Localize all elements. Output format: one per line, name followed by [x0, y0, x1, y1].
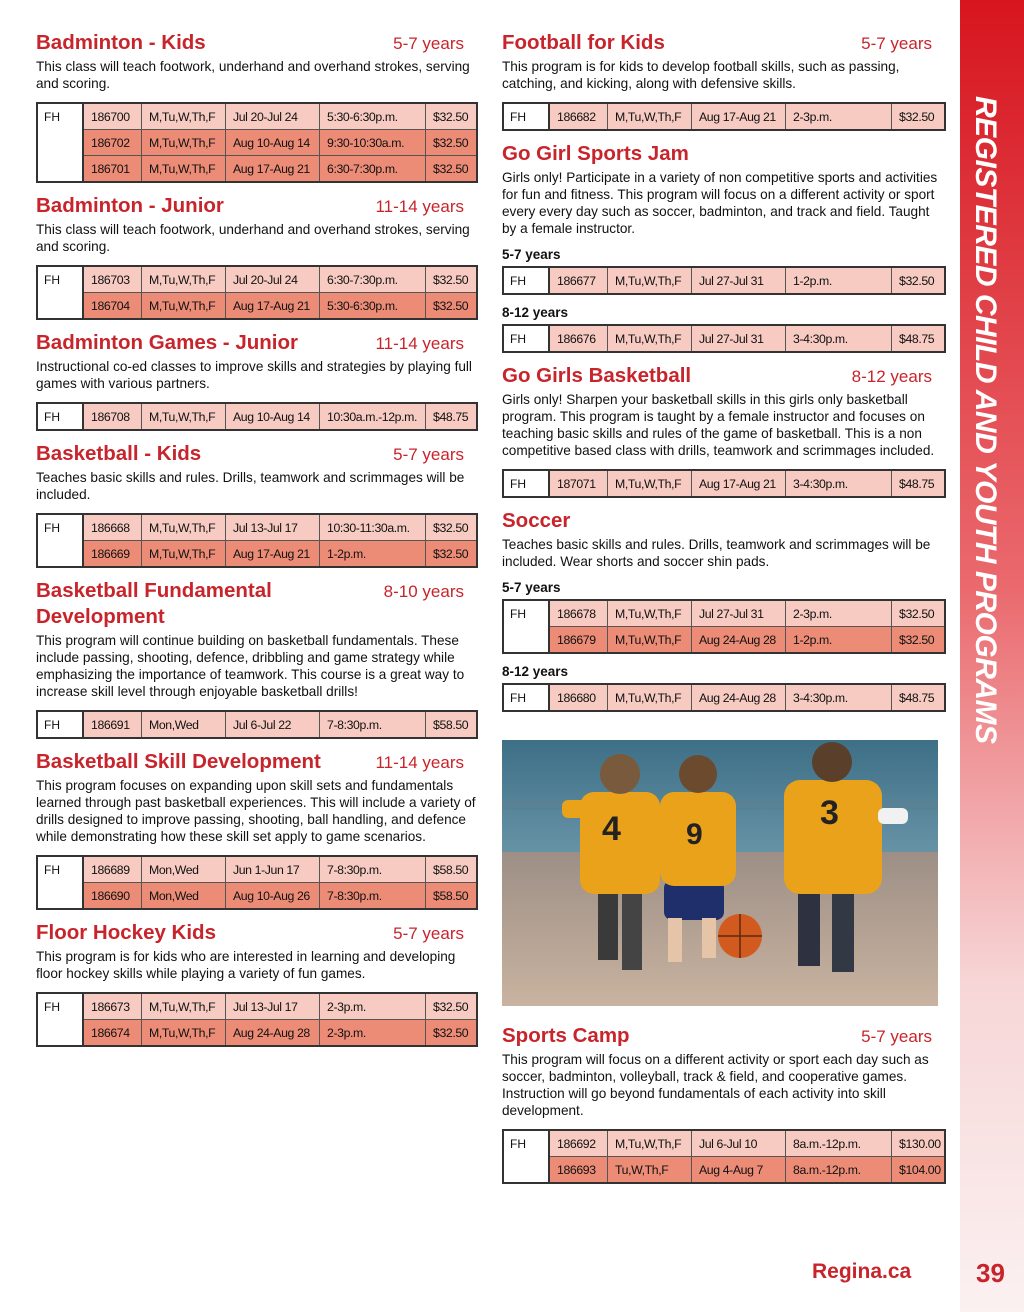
fee: $32.50 [899, 273, 935, 288]
schedule-table [36, 710, 478, 739]
days: Mon,Wed [142, 712, 226, 737]
course-code: 186669 [84, 541, 142, 566]
program-title: Basketball - Kids [36, 442, 202, 465]
schedule-row [84, 712, 476, 737]
schedule-table [502, 1129, 946, 1184]
age-group-label: 5-7 years [502, 580, 561, 595]
program-section [502, 508, 946, 712]
schedule-table [502, 266, 946, 295]
program-description: This program is for kids who are interested in learning and developing floor hockey skills while playing a variety of fun games. [36, 949, 456, 981]
schedule-table [36, 992, 478, 1047]
fee: $32.50 [433, 161, 469, 176]
dates: Aug 17-Aug 21 [692, 471, 786, 496]
schedule-row [550, 326, 944, 351]
days: M,Tu,W,Th,F [608, 627, 692, 652]
location-cell: FH [38, 104, 84, 181]
program-section [502, 363, 946, 498]
dates: Jul 6-Jul 10 [692, 1131, 786, 1156]
time: 6:30-7:30p.m. [320, 267, 426, 292]
program-description: This program focuses on expanding upon skill sets and fundamentals learned through past basketball experiences. This will include a variety of drills designed to improve passing, shooting, ball handling, and defence while demonstrating how these skill set apply to game scenarios. [36, 778, 476, 844]
dates: Jul 27-Jul 31 [692, 601, 786, 626]
schedule-row [550, 268, 944, 293]
program-description: Instructional co-ed classes to improve skills and strategies by playing full games with various partners. [36, 359, 472, 391]
schedule-table [36, 265, 478, 320]
program-age: 8-12 years [851, 367, 932, 386]
schedule-rows [84, 712, 476, 737]
fee: $32.50 [433, 109, 469, 124]
program-title: Badminton - Junior [36, 194, 224, 217]
location-cell: FH [504, 471, 550, 496]
program-section [502, 30, 946, 131]
location-cell: FH [38, 857, 84, 908]
kids-basketball-photo [502, 740, 938, 1006]
time: 3-4:30p.m. [786, 326, 892, 351]
course-code: 186679 [550, 627, 608, 652]
right-bottom-sections [502, 1023, 946, 1184]
program-section [36, 441, 478, 568]
dates: Aug 10-Aug 14 [226, 404, 320, 429]
fee: $32.50 [433, 1025, 469, 1040]
schedule-row [84, 540, 476, 566]
days: M,Tu,W,Th,F [142, 541, 226, 566]
dates: Jul 20-Jul 24 [226, 267, 320, 292]
fee: $58.50 [433, 717, 469, 732]
dates: Aug 24-Aug 28 [226, 1020, 320, 1045]
days: M,Tu,W,Th,F [142, 267, 226, 292]
program-section [502, 141, 946, 353]
course-code: 186668 [84, 515, 142, 540]
dates: Aug 17-Aug 21 [692, 104, 786, 129]
schedule-row [550, 471, 944, 496]
fee: $58.50 [433, 862, 469, 877]
program-header [502, 30, 946, 56]
schedule-row [550, 626, 944, 652]
schedule-row [84, 857, 476, 882]
program-age: 5-7 years [861, 1027, 932, 1046]
location-cell: FH [504, 268, 550, 293]
program-section [36, 193, 478, 320]
fee: $48.75 [899, 690, 935, 705]
program-description: This program will focus on a different activity or sport each day such as soccer, badminton, volleyball, track & field, and cooperative games. Instruction will go beyond fundamentals of each activity into skill development. [502, 1052, 929, 1118]
program-age: 8-10 years [383, 582, 464, 601]
program-title: Basketball Skill Development [36, 750, 321, 773]
schedule-row [550, 1131, 944, 1156]
dates: Jul 13-Jul 17 [226, 994, 320, 1019]
days: Mon,Wed [142, 857, 226, 882]
course-code: 187071 [550, 471, 608, 496]
program-section [36, 330, 478, 431]
sidebar-title: REGISTERED CHILD AND YOUTH PROGRAMS [969, 96, 1002, 744]
schedule-row [84, 1019, 476, 1045]
location-cell: FH [504, 326, 550, 351]
course-code: 186703 [84, 267, 142, 292]
time: 7-8:30p.m. [320, 857, 426, 882]
course-code: 186700 [84, 104, 142, 129]
course-code: 186673 [84, 994, 142, 1019]
time: 1-2p.m. [786, 627, 892, 652]
dates: Aug 17-Aug 21 [226, 541, 320, 566]
days: M,Tu,W,Th,F [142, 130, 226, 155]
course-code: 186682 [550, 104, 608, 129]
program-age: 5-7 years [861, 34, 932, 53]
program-age: 5-7 years [393, 34, 464, 53]
schedule-table [36, 402, 478, 431]
program-title: Go Girls Basketball [502, 364, 692, 387]
dates: Jul 27-Jul 31 [692, 326, 786, 351]
program-description: This class will teach footwork, underhand and overhand strokes, serving and scoring. [36, 59, 470, 91]
age-group-label: 8-12 years [502, 664, 569, 679]
schedule-row [550, 685, 944, 710]
dates: Aug 10-Aug 14 [226, 130, 320, 155]
days: M,Tu,W,Th,F [142, 994, 226, 1019]
course-code: 186678 [550, 601, 608, 626]
program-section [36, 578, 478, 739]
jersey-number-2: 9 [686, 818, 703, 851]
schedule-rows [84, 104, 476, 181]
program-description: This program will continue building on basketball fundamentals. These include passing, shooting, defence, dribbling and game strategy while emphasizing the importance of teamwork. This course is a great way to increase skill level through enjoyable basketball drills! [36, 633, 465, 699]
time: 2-3p.m. [786, 601, 892, 626]
right-top-sections [502, 30, 946, 712]
program-age: 5-7 years [393, 924, 464, 943]
program-title: Badminton Games - Junior [36, 331, 298, 354]
program-header [36, 920, 478, 946]
jersey-number-3: 3 [820, 794, 839, 832]
program-title: Floor Hockey Kids [36, 921, 216, 944]
course-code: 186674 [84, 1020, 142, 1045]
jersey-number-1: 4 [602, 810, 621, 848]
schedule-row [84, 404, 476, 429]
dates: Aug 4-Aug 7 [692, 1157, 786, 1182]
time: 2-3p.m. [320, 1020, 426, 1045]
schedule-row [84, 155, 476, 181]
left-column [36, 30, 478, 1057]
program-header [502, 363, 946, 389]
fee: $32.50 [433, 546, 469, 561]
location-cell: FH [38, 515, 84, 566]
schedule-row [550, 104, 944, 129]
course-code: 186690 [84, 883, 142, 908]
days: M,Tu,W,Th,F [608, 685, 692, 710]
program-header [502, 1023, 946, 1049]
program-title: Soccer [502, 509, 571, 532]
fee: $130.00 [899, 1136, 941, 1151]
program-section [502, 1023, 946, 1184]
time: 8a.m.-12p.m. [786, 1131, 892, 1156]
schedule-table [502, 683, 946, 712]
schedule-table [502, 469, 946, 498]
fee: $32.50 [433, 520, 469, 535]
fee: $32.50 [433, 272, 469, 287]
program-title: Football for Kids [502, 31, 665, 54]
days: M,Tu,W,Th,F [142, 515, 226, 540]
course-code: 186691 [84, 712, 142, 737]
time: 3-4:30p.m. [786, 685, 892, 710]
schedule-rows [550, 601, 944, 652]
dates: Aug 17-Aug 21 [226, 156, 320, 181]
days: M,Tu,W,Th,F [608, 471, 692, 496]
dates: Jul 27-Jul 31 [692, 268, 786, 293]
program-description: This program is for kids to develop football skills, such as passing, catching, and kicking, along with defensive skills. [502, 59, 900, 91]
days: M,Tu,W,Th,F [142, 104, 226, 129]
time: 2-3p.m. [320, 994, 426, 1019]
schedule-rows [84, 404, 476, 429]
schedule-rows [84, 857, 476, 908]
days: M,Tu,W,Th,F [608, 268, 692, 293]
program-header [36, 578, 478, 630]
schedule-rows [84, 994, 476, 1045]
schedule-rows [84, 267, 476, 318]
fee: $48.75 [433, 409, 469, 424]
schedule-rows [550, 685, 944, 710]
page-number: 39 [976, 1258, 1005, 1288]
program-section [36, 30, 478, 183]
time: 2-3p.m. [786, 104, 892, 129]
schedule-table [502, 324, 946, 353]
course-code: 186693 [550, 1157, 608, 1182]
time: 10:30a.m.-12p.m. [320, 404, 426, 429]
schedule-row [84, 267, 476, 292]
days: Tu,W,Th,F [608, 1157, 692, 1182]
program-description: Girls only! Participate in a variety of non competitive sports and activities for fun and fitness. This program will focus on a different activity or sport every every day such as soccer, badminton, and track and field. Taught by a female instructor. [502, 170, 938, 236]
schedule-row [550, 601, 944, 626]
time: 7-8:30p.m. [320, 712, 426, 737]
time: 8a.m.-12p.m. [786, 1157, 892, 1182]
course-code: 186704 [84, 293, 142, 318]
time: 10:30-11:30a.m. [320, 515, 426, 540]
days: M,Tu,W,Th,F [142, 293, 226, 318]
dates: Jul 13-Jul 17 [226, 515, 320, 540]
course-code: 186708 [84, 404, 142, 429]
time: 3-4:30p.m. [786, 471, 892, 496]
program-header [502, 141, 946, 167]
fee: $32.50 [899, 606, 935, 621]
time: 6:30-7:30p.m. [320, 156, 426, 181]
fee: $104.00 [899, 1162, 941, 1177]
course-code: 186676 [550, 326, 608, 351]
time: 1-2p.m. [786, 268, 892, 293]
location-cell: FH [38, 712, 84, 737]
program-header [36, 330, 478, 356]
program-header [36, 30, 478, 56]
fee: $48.75 [899, 476, 935, 491]
dates: Aug 24-Aug 28 [692, 685, 786, 710]
program-section [36, 749, 478, 910]
program-description: Teaches basic skills and rules. Drills, teamwork and scrimmages will be included. [36, 470, 465, 502]
location-cell: FH [504, 1131, 550, 1182]
schedule-rows [550, 104, 944, 129]
location-cell: FH [38, 404, 84, 429]
schedule-table [36, 855, 478, 910]
schedule-row [84, 994, 476, 1019]
program-age: 11-14 years [375, 334, 464, 353]
schedule-row [84, 515, 476, 540]
schedule-rows [550, 326, 944, 351]
days: M,Tu,W,Th,F [608, 1131, 692, 1156]
days: M,Tu,W,Th,F [608, 104, 692, 129]
schedule-row [84, 882, 476, 908]
website-link[interactable]: Regina.ca [812, 1260, 912, 1283]
program-title: Badminton - Kids [36, 31, 206, 54]
program-description: Teaches basic skills and rules. Drills, teamwork and scrimmages will be included. Wear shorts and soccer shin pads. [502, 537, 931, 569]
dates: Jul 6-Jul 22 [226, 712, 320, 737]
program-header [36, 749, 478, 775]
course-code: 186689 [84, 857, 142, 882]
program-age: 5-7 years [393, 445, 464, 464]
fee: $32.50 [433, 999, 469, 1014]
fee: $48.75 [899, 331, 935, 346]
time: 7-8:30p.m. [320, 883, 426, 908]
time: 5:30-6:30p.m. [320, 104, 426, 129]
dates: Aug 24-Aug 28 [692, 627, 786, 652]
days: M,Tu,W,Th,F [608, 326, 692, 351]
dates: Jul 20-Jul 24 [226, 104, 320, 129]
time: 5:30-6:30p.m. [320, 293, 426, 318]
program-age: 11-14 years [375, 753, 464, 772]
dates: Jun 1-Jun 17 [226, 857, 320, 882]
program-title: Sports Camp [502, 1024, 630, 1047]
program-header [36, 193, 478, 219]
schedule-table [502, 102, 946, 131]
program-section [36, 920, 478, 1047]
days: M,Tu,W,Th,F [142, 156, 226, 181]
days: M,Tu,W,Th,F [142, 404, 226, 429]
schedule-table [36, 513, 478, 568]
location-cell: FH [504, 685, 550, 710]
fee: $58.50 [433, 888, 469, 903]
dates: Aug 17-Aug 21 [226, 293, 320, 318]
program-title: Go Girl Sports Jam [502, 142, 689, 165]
schedule-table [502, 599, 946, 654]
program-age: 11-14 years [375, 197, 464, 216]
days: M,Tu,W,Th,F [608, 601, 692, 626]
course-code: 186701 [84, 156, 142, 181]
course-code: 186702 [84, 130, 142, 155]
schedule-row [84, 129, 476, 155]
schedule-rows [84, 515, 476, 566]
days: M,Tu,W,Th,F [142, 1020, 226, 1045]
fee: $32.50 [899, 632, 935, 647]
schedule-row [84, 104, 476, 129]
time: 9:30-10:30a.m. [320, 130, 426, 155]
days: Mon,Wed [142, 883, 226, 908]
age-group-label: 8-12 years [502, 305, 569, 320]
program-header [502, 508, 946, 534]
schedule-rows [550, 1131, 944, 1182]
schedule-row [550, 1156, 944, 1182]
schedule-row [84, 292, 476, 318]
location-cell: FH [38, 267, 84, 318]
right-column [502, 30, 946, 1194]
course-code: 186692 [550, 1131, 608, 1156]
program-header [36, 441, 478, 467]
schedule-rows [550, 268, 944, 293]
dates: Aug 10-Aug 26 [226, 883, 320, 908]
fee: $32.50 [433, 298, 469, 313]
course-code: 186680 [550, 685, 608, 710]
program-description: This class will teach footwork, underhand and overhand strokes, serving and scoring. [36, 222, 470, 254]
fee: $32.50 [899, 109, 935, 124]
location-cell: FH [504, 104, 550, 129]
course-code: 186677 [550, 268, 608, 293]
location-cell: FH [504, 601, 550, 652]
program-description: Girls only! Sharpen your basketball skills in this girls only basketball program. This program is taught by a female instructor and focuses on teaching basic skills and rules of the game of basketball. This is a non competitive based class with drills, teamwork and scrimmages included. [502, 392, 935, 458]
schedule-rows [550, 471, 944, 496]
age-group-label: 5-7 years [502, 247, 561, 262]
location-cell: FH [38, 994, 84, 1045]
time: 1-2p.m. [320, 541, 426, 566]
fee: $32.50 [433, 135, 469, 150]
schedule-table [36, 102, 478, 183]
section-sidebar [960, 0, 1024, 1312]
program-title: Basketball Fundamental Development [36, 579, 272, 628]
